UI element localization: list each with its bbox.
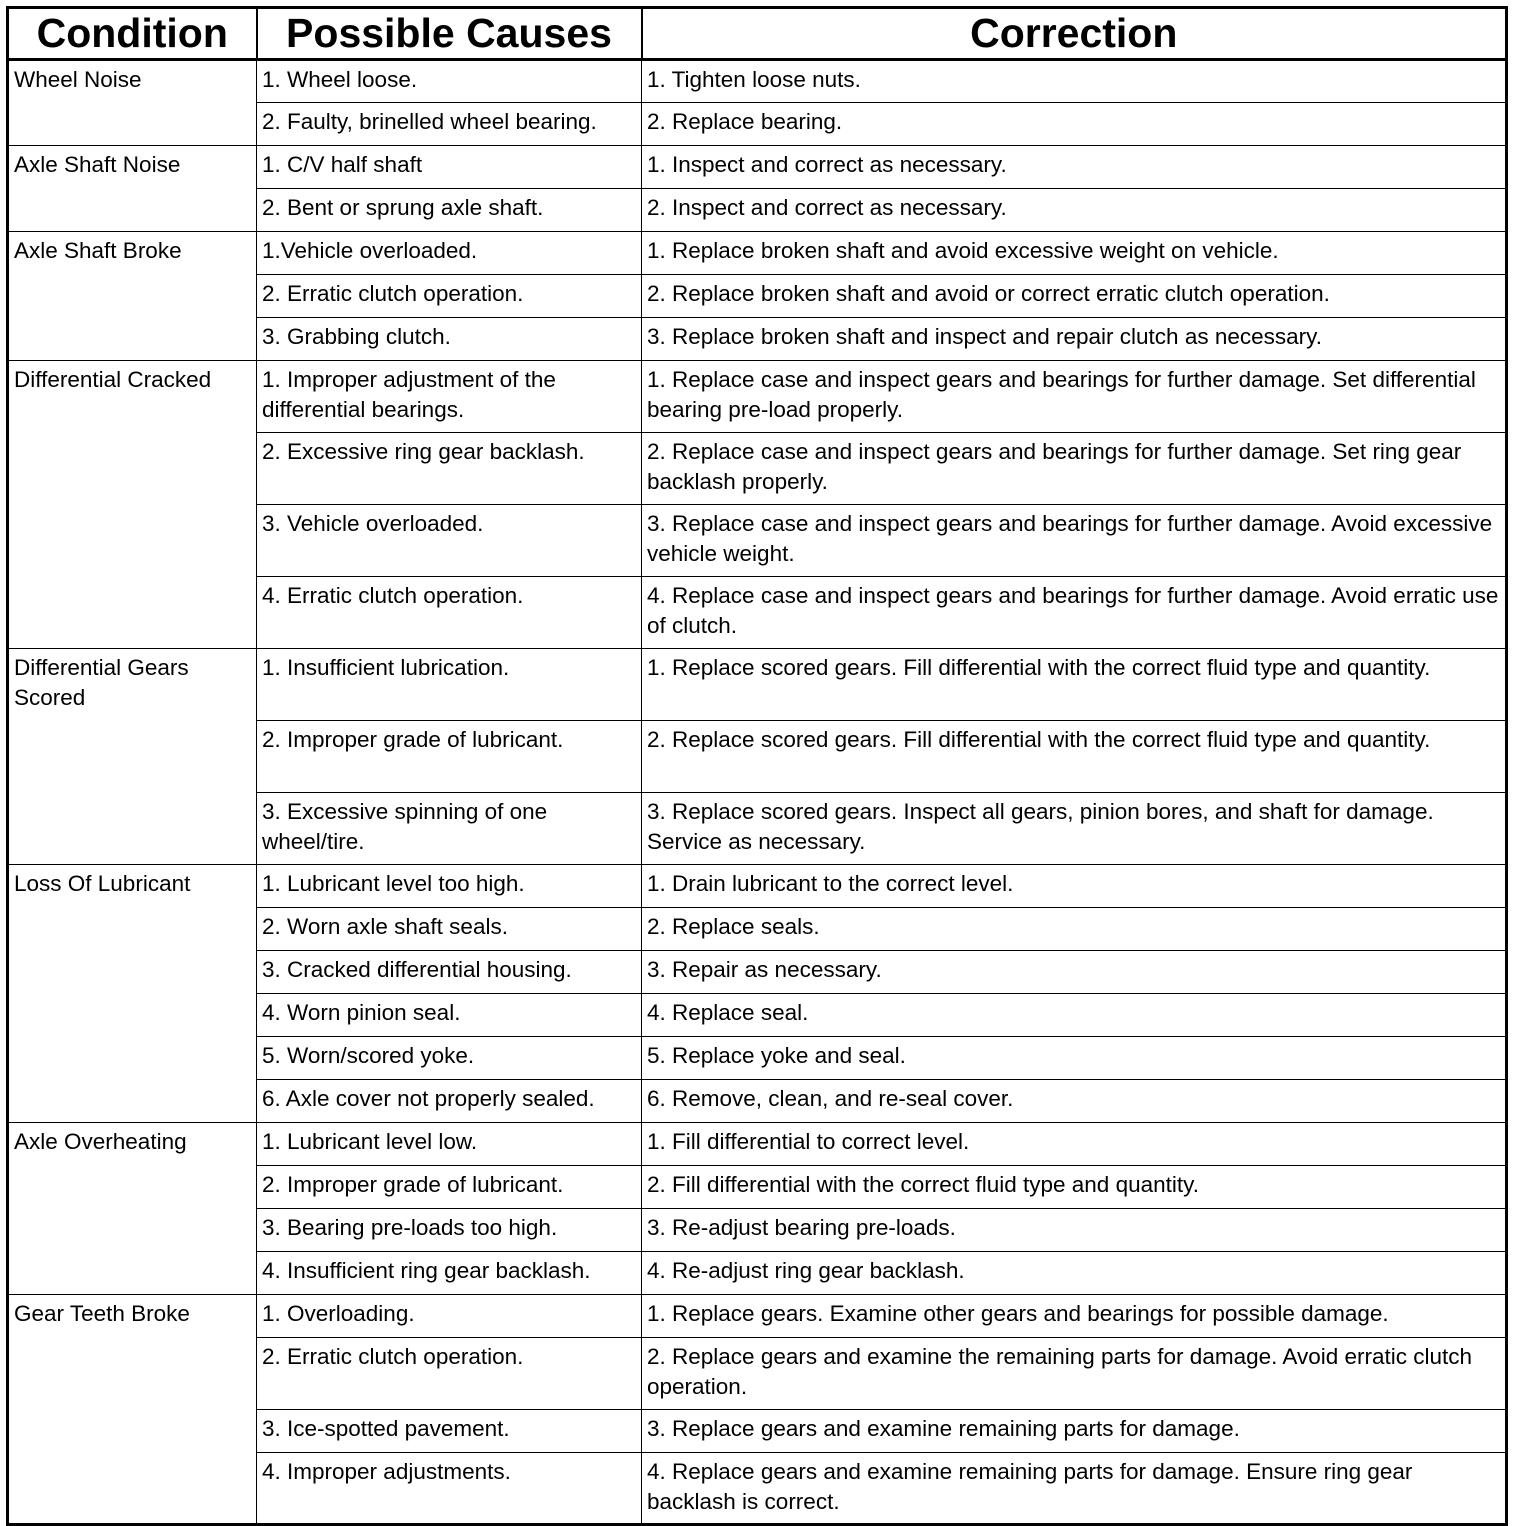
correction-cell: 1. Replace case and inspect gears and bearings for further damage. Set differential bearing pre-load properly. [642,361,1507,433]
condition-cell: Wheel Noise [8,60,257,146]
cause-cell: 2. Worn axle shaft seals. [257,908,642,951]
diagnosis-table [6,6,1508,1526]
table-row [8,1295,1507,1338]
condition-cell: Differential Gears Scored [8,649,257,865]
cause-cell: 2. Erratic clutch operation. [257,1338,642,1410]
cause-cell: 1. Improper adjustment of the differential bearings. [257,361,642,433]
correction-cell: 2. Fill differential with the correct fluid type and quantity. [642,1166,1507,1209]
condition-cell: Axle Shaft Broke [8,232,257,361]
table-header [8,8,1507,60]
table-row [8,649,1507,721]
header-possible-causes: Possible Causes [257,8,642,60]
correction-cell: 3. Re-adjust bearing pre-loads. [642,1209,1507,1252]
correction-cell: 3. Replace gears and examine remaining parts for damage. [642,1410,1507,1453]
condition-cell: Differential Cracked [8,361,257,649]
cause-cell: 4. Erratic clutch operation. [257,577,642,649]
cause-cell: 1. Overloading. [257,1295,642,1338]
correction-cell: 2. Inspect and correct as necessary. [642,189,1507,232]
cause-cell: 1. Wheel loose. [257,60,642,103]
correction-cell: 6. Remove, clean, and re-seal cover. [642,1080,1507,1123]
cause-cell: 4. Improper adjustments. [257,1453,642,1525]
cause-cell: 2. Bent or sprung axle shaft. [257,189,642,232]
correction-cell: 2. Replace seals. [642,908,1507,951]
cause-cell: 1. C/V half shaft [257,146,642,189]
condition-cell: Axle Overheating [8,1123,257,1295]
correction-cell: 1. Inspect and correct as necessary. [642,146,1507,189]
cause-cell: 1. Lubricant level low. [257,1123,642,1166]
cause-cell: 3. Vehicle overloaded. [257,505,642,577]
cause-cell: 2. Improper grade of lubricant. [257,1166,642,1209]
cause-cell: 3. Bearing pre-loads too high. [257,1209,642,1252]
cause-cell: 3. Cracked differential housing. [257,951,642,994]
correction-cell: 1. Fill differential to correct level. [642,1123,1507,1166]
correction-cell: 5. Replace yoke and seal. [642,1037,1507,1080]
table-row [8,361,1507,433]
cause-cell: 2. Excessive ring gear backlash. [257,433,642,505]
correction-cell: 3. Replace case and inspect gears and bearings for further damage. Avoid excessive vehicle weight. [642,505,1507,577]
correction-cell: 3. Replace scored gears. Inspect all gears, pinion bores, and shaft for damage. Service as necessary. [642,793,1507,865]
cause-cell: 5. Worn/scored yoke. [257,1037,642,1080]
correction-cell: 3. Replace broken shaft and inspect and repair clutch as necessary. [642,318,1507,361]
correction-cell: 4. Replace case and inspect gears and bearings for further damage. Avoid erratic use of clutch. [642,577,1507,649]
cause-cell: 1.Vehicle overloaded. [257,232,642,275]
correction-cell: 1. Replace gears. Examine other gears and bearings for possible damage. [642,1295,1507,1338]
cause-cell: 4. Worn pinion seal. [257,994,642,1037]
table-row [8,60,1507,103]
table-row [8,1123,1507,1166]
cause-cell: 1. Insufficient lubrication. [257,649,642,721]
cause-cell: 2. Erratic clutch operation. [257,275,642,318]
cause-cell: 2. Faulty, brinelled wheel bearing. [257,103,642,146]
table-row [8,232,1507,275]
cause-cell: 3. Excessive spinning of one wheel/tire. [257,793,642,865]
correction-cell: 1. Replace broken shaft and avoid excessive weight on vehicle. [642,232,1507,275]
correction-cell: 1. Replace scored gears. Fill differential with the correct fluid type and quantity. [642,649,1507,721]
correction-cell: 2. Replace case and inspect gears and bearings for further damage. Set ring gear backlash properly. [642,433,1507,505]
cause-cell: 4. Insufficient ring gear backlash. [257,1252,642,1295]
cause-cell: 3. Grabbing clutch. [257,318,642,361]
cause-cell: 3. Ice-spotted pavement. [257,1410,642,1453]
correction-cell: 2. Replace gears and examine the remaining parts for damage. Avoid erratic clutch operation. [642,1338,1507,1410]
cause-cell: 2. Improper grade of lubricant. [257,721,642,793]
correction-cell: 1. Tighten loose nuts. [642,60,1507,103]
table-row [8,146,1507,189]
correction-cell: 2. Replace scored gears. Fill differential with the correct fluid type and quantity. [642,721,1507,793]
correction-cell: 2. Replace broken shaft and avoid or correct erratic clutch operation. [642,275,1507,318]
condition-cell: Axle Shaft Noise [8,146,257,232]
header-condition: Condition [8,8,257,60]
correction-cell: 4. Replace seal. [642,994,1507,1037]
condition-cell: Gear Teeth Broke [8,1295,257,1525]
cause-cell: 6. Axle cover not properly sealed. [257,1080,642,1123]
correction-cell: 1. Drain lubricant to the correct level. [642,865,1507,908]
correction-cell: 4. Re-adjust ring gear backlash. [642,1252,1507,1295]
header-correction: Correction [642,8,1507,60]
correction-cell: 4. Replace gears and examine remaining parts for damage. Ensure ring gear backlash is correct. [642,1453,1507,1525]
table-row [8,865,1507,908]
header-row [8,8,1507,60]
correction-cell: 3. Repair as necessary. [642,951,1507,994]
table-body [8,60,1507,1525]
correction-cell: 2. Replace bearing. [642,103,1507,146]
condition-cell: Loss Of Lubricant [8,865,257,1123]
cause-cell: 1. Lubricant level too high. [257,865,642,908]
